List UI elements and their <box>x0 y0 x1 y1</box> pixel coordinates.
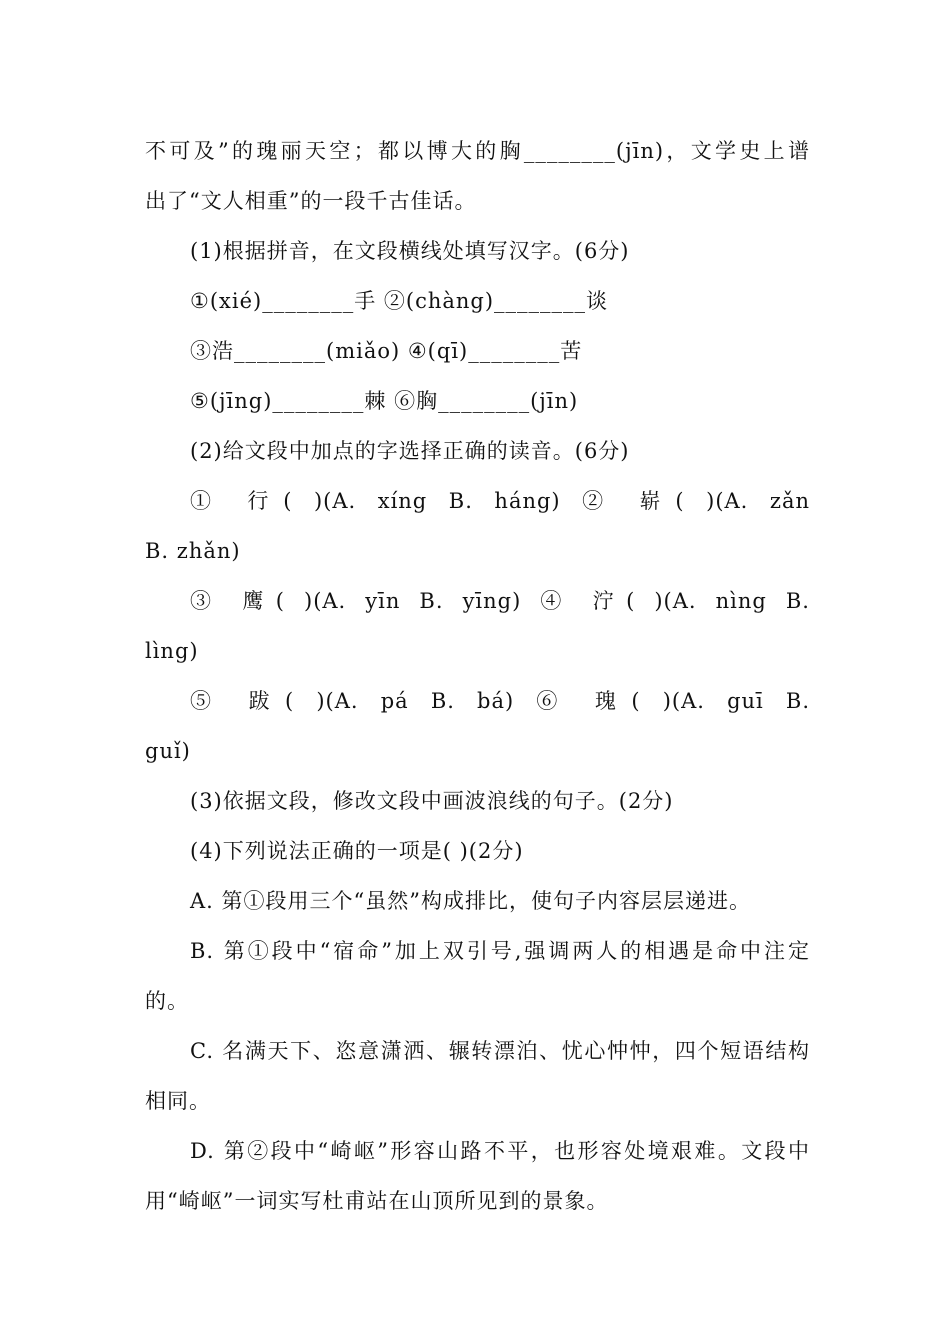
question-2-item: ③ 鹰( )(A. yīn B. yīng) ④ 泞( )(A. nìng B. <box>190 589 810 613</box>
question-2-item: lìng) <box>145 639 199 663</box>
option-b: B. 第①段中“宿命”加上双引号,强调两人的相遇是命中注定 <box>190 939 810 963</box>
question-1-heading: (1)根据拼音，在文段横线处填写汉字。(6分) <box>190 239 630 263</box>
question-1-item: ⑤(jīng)________棘 ⑥胸________(jīn) <box>190 389 579 413</box>
paragraph-line: 不可及”的瑰丽天空；都以博大的胸________(jīn)，文学史上谱 <box>145 139 810 163</box>
option-d-continuation: 用“崎岖”一词实写杜甫站在山顶所见到的景象。 <box>145 1189 609 1213</box>
question-1-item: ①(xié)________手 ②(chàng)________谈 <box>190 289 609 313</box>
question-4-heading: (4)下列说法正确的一项是( )(2分) <box>190 839 524 863</box>
question-2-item: ① 行( )(A. xíng B. háng) ② 崭( )(A. zǎn <box>190 489 810 513</box>
option-a: A. 第①段用三个“虽然”构成排比，使句子内容层层递进。 <box>190 889 751 913</box>
option-c-continuation: 相同。 <box>145 1089 211 1113</box>
option-c: C. 名满天下、恣意潇洒、辗转漂泊、忧心忡忡，四个短语结构 <box>190 1039 810 1063</box>
question-2-item: ⑤ 跋( )(A. pá B. bá) ⑥ 瑰( )(A. guī B. <box>190 689 810 713</box>
option-b-continuation: 的。 <box>145 989 189 1013</box>
question-2-item: guǐ) <box>145 739 191 763</box>
option-d: D. 第②段中“崎岖”形容山路不平，也形容处境艰难。文段中 <box>190 1139 810 1163</box>
question-2-item: B. zhǎn) <box>145 539 241 563</box>
paragraph-line: 出了“文人相重”的一段千古佳话。 <box>145 189 477 213</box>
question-3-heading: (3)依据文段，修改文段中画波浪线的句子。(2分) <box>190 789 674 813</box>
question-1-item: ③浩________(miǎo) ④(qī)________苦 <box>190 339 583 363</box>
question-2-heading: (2)给文段中加点的字选择正确的读音。(6分) <box>190 439 630 463</box>
